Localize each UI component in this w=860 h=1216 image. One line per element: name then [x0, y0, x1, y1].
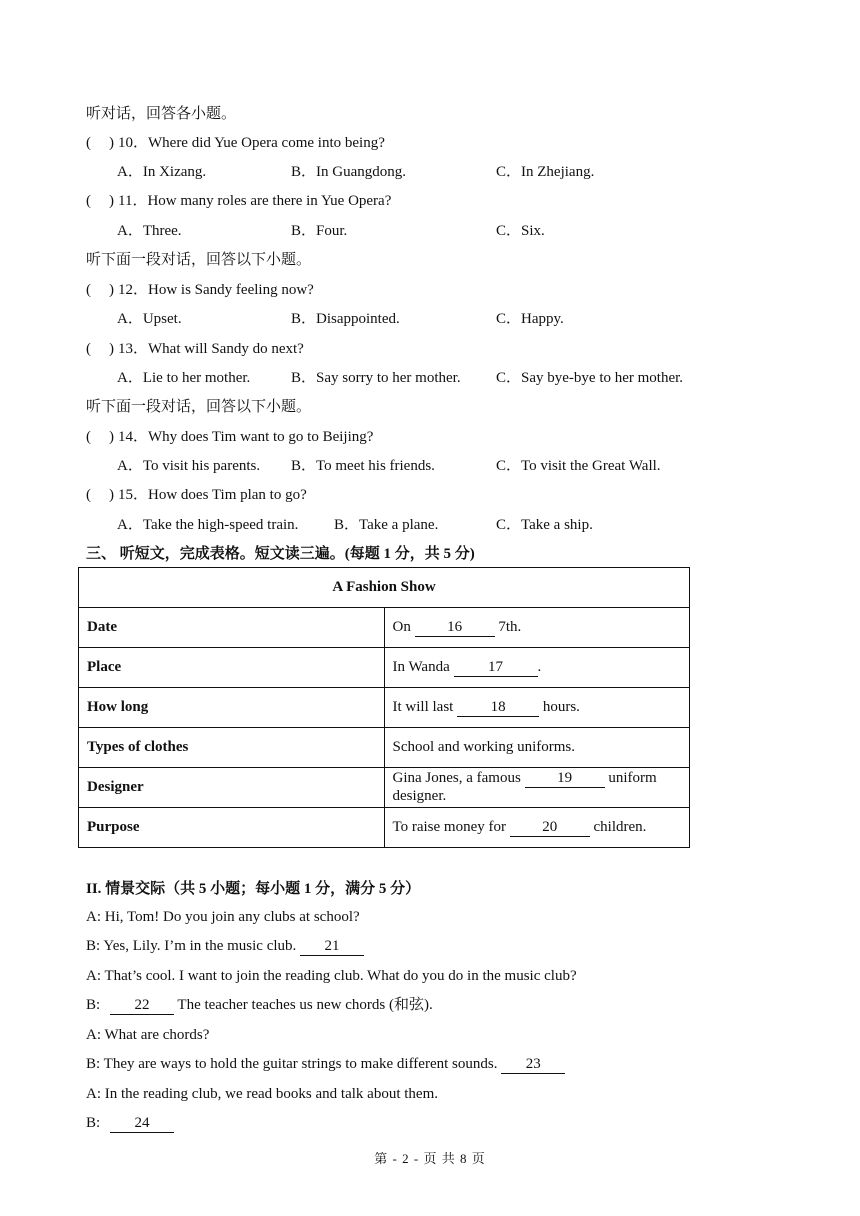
answer-paren-open[interactable]: (: [86, 282, 91, 298]
dialog-line: [86, 936, 364, 956]
answer-blank-19[interactable]: 19: [525, 770, 605, 788]
row-value: [384, 608, 690, 648]
answer-paren-close: ): [109, 135, 114, 151]
table-title: A Fashion Show: [79, 568, 690, 608]
row-text: Gina Jones, a famous: [392, 770, 525, 786]
answer-paren-close: ): [109, 193, 114, 209]
row-text: children.: [589, 818, 647, 835]
answer-blank-17[interactable]: 17: [454, 659, 538, 677]
dialog-text: The teacher teaches us new chords (和弦).: [173, 997, 433, 1013]
dialog-text: B:: [86, 1115, 104, 1131]
dialog-line: [86, 1113, 174, 1133]
section-2-heading: II. 情景交际（共 5 小题；每小题 1 分，满分 5 分）: [86, 881, 421, 897]
option-b: B．Take a plane.: [334, 517, 439, 533]
answer-paren-open[interactable]: (: [86, 193, 91, 209]
listening-intro-3: 听下面一段对话，回答以下小题。: [86, 399, 312, 415]
option-c: C．Take a ship.: [496, 517, 593, 533]
table-row: [79, 608, 690, 648]
option-a: A．In Xizang.: [117, 164, 207, 180]
dialog-line: A: In the reading club, we read books and talk about them.: [86, 1086, 438, 1102]
dialog-line: [86, 995, 433, 1015]
table-row: [79, 688, 690, 728]
section-3-heading: 三、 听短文，完成表格。短文读三遍。(每题 1 分，共 5 分): [86, 546, 475, 562]
answer-paren-open[interactable]: (: [86, 487, 91, 503]
dialog-text: B:: [86, 997, 104, 1013]
option-c: C．Say bye-bye to her mother.: [496, 370, 684, 386]
row-text: .: [537, 658, 542, 675]
row-text: hours.: [539, 698, 580, 715]
question-12: [86, 280, 314, 300]
row-value: [384, 688, 690, 728]
dialog-line: [86, 1054, 565, 1074]
answer-blank-16[interactable]: 16: [415, 619, 495, 637]
dialog-line: A: That’s cool. I want to join the reading club. What do you do in the music club?: [86, 968, 577, 984]
option-c: C．To visit the Great Wall.: [496, 458, 661, 474]
row-text: 7th.: [494, 618, 522, 635]
row-key: Purpose: [79, 808, 385, 848]
answer-paren-open[interactable]: (: [86, 429, 91, 445]
answer-paren-close: ): [109, 429, 114, 445]
question-text: 11．How many roles are there in Yue Opera?: [118, 193, 392, 209]
listening-intro-1: 听对话，回答各小题。: [86, 106, 237, 122]
answer-paren-close: ): [109, 341, 114, 357]
answer-blank-20[interactable]: 20: [510, 819, 590, 837]
question-14: [86, 427, 373, 447]
option-a: A．Take the high-speed train.: [117, 517, 299, 533]
row-key: How long: [79, 688, 385, 728]
option-b: B．Disappointed.: [291, 311, 400, 327]
option-b: B．In Guangdong.: [291, 164, 406, 180]
row-key: Place: [79, 648, 385, 688]
question-text: 13．What will Sandy do next?: [118, 341, 304, 357]
row-key: Designer: [79, 768, 385, 808]
row-value: School and working uniforms.: [384, 728, 690, 768]
question-11: [86, 191, 391, 211]
question-13: [86, 339, 304, 359]
answer-paren-open[interactable]: (: [86, 135, 91, 151]
option-b: B．To meet his friends.: [291, 458, 435, 474]
answer-paren-close: ): [109, 282, 114, 298]
option-a: A．Lie to her mother.: [117, 370, 251, 386]
row-key: Date: [79, 608, 385, 648]
dialog-text: B: Yes, Lily. I’m in the music club.: [86, 938, 301, 954]
table-row: [79, 768, 690, 808]
option-c: C．Happy.: [496, 311, 564, 327]
table-row: [79, 648, 690, 688]
row-key: Types of clothes: [79, 728, 385, 768]
table-row: [79, 728, 690, 768]
option-b: B．Four.: [291, 223, 348, 239]
option-c: C．Six.: [496, 223, 545, 239]
fashion-show-table: [78, 567, 690, 848]
row-value: [384, 648, 690, 688]
answer-paren-open[interactable]: (: [86, 341, 91, 357]
table-header-row: [79, 568, 690, 608]
question-text: 15．How does Tim plan to go?: [118, 487, 307, 503]
row-text: It will last: [392, 698, 458, 715]
question-text: 12．How is Sandy feeling now?: [118, 282, 314, 298]
option-b: B．Say sorry to her mother.: [291, 370, 461, 386]
table-row: [79, 808, 690, 848]
answer-blank-18[interactable]: 18: [457, 699, 539, 717]
row-text: On: [392, 618, 415, 635]
answer-blank-21[interactable]: 21: [300, 938, 364, 956]
page-footer: 第 - 2 - 页 共 8 页: [374, 1151, 486, 1166]
row-value: [384, 768, 690, 808]
option-a: A．Upset.: [117, 311, 182, 327]
listening-intro-2: 听下面一段对话，回答以下小题。: [86, 252, 312, 268]
option-a: A．Three.: [117, 223, 182, 239]
answer-blank-22[interactable]: 22: [110, 997, 174, 1015]
dialog-text: B: They are ways to hold the guitar strings to make different sounds.: [86, 1056, 502, 1072]
answer-blank-24[interactable]: 24: [110, 1115, 174, 1133]
dialog-line: A: Hi, Tom! Do you join any clubs at school?: [86, 909, 360, 925]
dialog-line: A: What are chords?: [86, 1027, 210, 1043]
question-text: 10．Where did Yue Opera come into being?: [118, 135, 385, 151]
answer-paren-close: ): [109, 487, 114, 503]
row-text: In Wanda: [392, 658, 454, 675]
row-text: uniform designer.: [392, 770, 657, 804]
question-10: [86, 133, 385, 153]
option-c: C．In Zhejiang.: [496, 164, 595, 180]
row-value: [384, 808, 690, 848]
row-text: To raise money for: [392, 818, 510, 835]
question-15: [86, 485, 307, 505]
answer-blank-23[interactable]: 23: [501, 1056, 565, 1074]
option-a: A．To visit his parents.: [117, 458, 261, 474]
question-text: 14．Why does Tim want to go to Beijing?: [118, 429, 374, 445]
